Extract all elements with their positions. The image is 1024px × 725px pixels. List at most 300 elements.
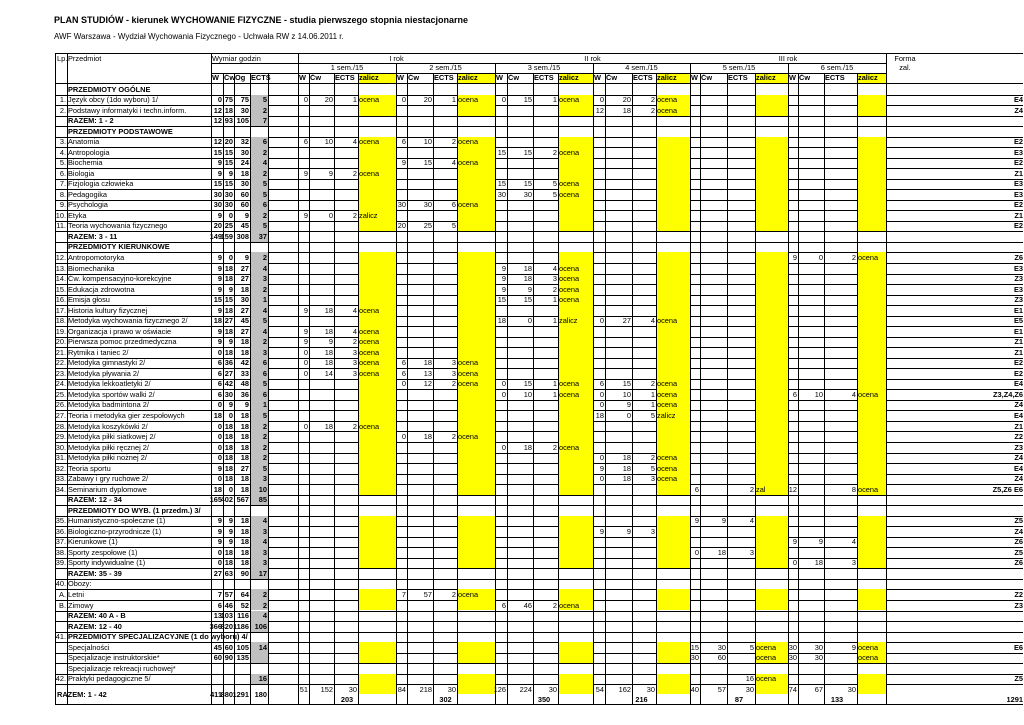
row-lp: 10. [55,210,66,220]
zal-column-bg [558,252,593,263]
row-lp: 21. [55,347,66,357]
row-semester-value: 3 [451,368,456,378]
row-lp: 7. [59,179,66,189]
final-semester-value: 67 [814,684,823,694]
row-hours: 18 [224,263,233,273]
row-name: Humanistyczno-społeczne (1) [68,516,166,526]
row-semester-value: 5 [451,221,456,231]
row-lp [56,568,67,579]
row-semester-value: 4 [451,158,456,168]
row-hours [223,674,234,685]
row-hours: 5 [250,379,268,390]
header-wymiar-sub: ECTS [251,73,271,83]
row-semester-value: 6 [451,200,456,210]
zal-column-bg [558,368,593,379]
row-hours: 135 [236,653,249,663]
zal-column-bg [457,347,495,358]
row-semester-value: ocena [656,453,690,464]
zal-column-bg [457,600,495,611]
final-semester-value: 40 [690,684,699,694]
row-hours: 2 [250,600,268,611]
row-lp: 33. [55,474,66,484]
row-forma: Z3 [1014,274,1023,284]
row-forma: E2 [1013,158,1023,168]
row-semester-value: 0 [303,347,308,357]
row-semester-value: 6 [401,368,406,378]
final-semester-value: 152 [320,684,333,694]
zal-column-bg [656,431,690,442]
row-hours: 6 [217,379,222,389]
zal-column-bg [558,305,593,316]
zal-column-bg [857,516,886,527]
row-hours: 18 [213,316,222,326]
header-semester-sub: Ćw [701,73,713,83]
zal-column-bg [656,137,690,148]
zal-column-bg [558,431,593,442]
header-semester-sub: W [594,73,601,83]
zal-column-bg [656,537,690,548]
row-hours: 18 [224,421,233,431]
row-hours [211,674,223,685]
row-semester-value: 20 [622,95,631,105]
row-name: Letni [68,589,85,599]
zal-column-bg [656,200,690,211]
row-hours: 9 [217,537,222,547]
row-semester-value: 4 [352,305,357,315]
row-semester-value: 18 [523,442,532,452]
row-name: Metodyka badmintona 2/ [68,400,149,410]
row-hours: 105 [236,642,249,652]
header-semester-sub: ECTS [335,73,355,83]
row-semester-value: 18 [622,453,631,463]
row-semester-value: 10 [324,137,333,147]
row-hours: 30 [213,200,222,210]
row-semester-value: 30 [814,653,823,663]
row-lp: B. [59,600,66,610]
row-hours: 18 [213,484,222,494]
zal-column-bg [457,442,495,453]
zal-column-bg [755,337,788,348]
zal-column-bg [857,337,886,348]
final-semester-value: 30 [745,684,754,694]
zal-column-bg [656,358,690,369]
row-hours: 0 [217,95,222,105]
row-semester-value: 9 [626,526,631,536]
row-hours: 9 [228,168,233,178]
row-hours: 15 [224,295,233,305]
row-forma: Z2 [1014,589,1023,599]
header-semester-sub: ECTS [728,73,748,83]
grid-line [55,53,56,704]
zal-column-bg [857,105,886,116]
row-semester-value: 15 [497,147,506,157]
header-semester-sub: zalicz [755,73,788,83]
row-semester-value: 6 [792,389,797,399]
zal-column-bg [656,526,690,537]
row-semester-value: ocena [457,379,495,390]
row-hours: 18 [224,305,233,315]
row-semester-value: ocena [358,305,396,316]
row-name: Sporty indywidualne (1) [68,558,146,568]
row-semester-value: ocena [857,653,886,664]
row-semester-value: 4 [352,326,357,336]
row-hours: 30 [240,179,249,189]
row-hours: 18 [224,326,233,336]
zal-column-bg [857,200,886,211]
zal-column-bg [656,347,690,358]
row-forma: Z4 [1014,474,1023,484]
row-lp: 12. [55,253,66,263]
zal-column-bg [358,200,396,211]
row-hours: 4 [250,516,268,527]
row-semester-value: 8 [851,484,856,494]
row-semester-value: 3 [352,368,357,378]
row-semester-value: 0 [303,358,308,368]
row-hours: 10 [250,484,268,495]
row-semester-value: 16 [745,674,754,684]
row-lp: 18. [55,316,66,326]
zal-column-bg [457,410,495,421]
row-semester-value: 5 [552,189,557,199]
grid-line [593,63,594,704]
row-semester-value: 9 [599,526,604,536]
zal-column-bg [457,189,495,200]
row-hours: 48 [240,379,249,389]
final-semester-total: 350 [537,694,551,704]
row-hours: 18 [240,516,249,526]
row-hours: 12 [213,116,222,126]
header-forma: Forma [894,53,916,63]
row-semester-value: ocena [755,674,788,685]
final-semester-value: 126 [493,684,506,694]
row-hours: 45 [240,221,249,231]
zal-column-bg [857,379,886,390]
row-hours: 18 [224,463,233,473]
row-name: Seminarium dyplomowe [68,484,147,494]
row-semester-value: 9 [501,263,506,273]
row-semester-value: 15 [497,295,506,305]
zal-column-bg [457,168,495,179]
header-semester: 5 sem./15 [722,63,756,73]
row-hours: 30 [224,389,233,399]
header-semester: 1 sem./15 [330,63,364,73]
row-hours: 6 [250,389,268,400]
row-hours: 63 [224,568,233,578]
row-semester-value: ocena [857,484,886,495]
grid-line [656,73,657,704]
header-semester: 3 sem./15 [527,63,561,73]
header-wymiar-sub: Ćw [224,73,236,83]
zal-column-bg [358,263,396,274]
row-forma [886,116,1024,127]
row-hours: 3 [250,558,268,569]
row-lp [56,621,67,632]
row-name: PRZEDMIOTY SPECJALIZACYJNE (1 do wyboru) 4/ [68,632,248,642]
row-hours: 9 [217,253,222,263]
row-forma: Z1 [1014,347,1023,357]
row-semester-value: zalicz [558,316,593,327]
row-name: PRZEDMIOTY DO WYB. (1 przedm.) 3/ [68,505,201,515]
row-forma: E2 [1013,221,1023,231]
zal-column-bg [558,400,593,411]
zal-column-bg [358,442,396,453]
row-semester-value: 25 [423,221,432,231]
row-hours: 3 [250,547,268,558]
row-semester-value: 2 [650,379,655,389]
zal-column-bg [755,453,788,464]
row-forma: Z4 [1014,526,1023,536]
zal-column-bg [857,305,886,316]
document-title: PLAN STUDIÓW - kierunek WYCHOWANIE FIZYCZNE - studia pierwszego stopnia niestacjonarne [54,15,469,25]
row-semester-value: ocena [656,463,690,474]
zal-column-bg [755,358,788,369]
grid-line [334,73,335,704]
row-name: Teoria i metodyka gier zespołowych [68,410,185,420]
row-semester-value: 1 [552,316,557,326]
row-hours: 2 [250,284,268,295]
row-semester-value: 0 [501,95,506,105]
zal-column-bg [857,421,886,432]
row-semester-value: 2 [451,432,456,442]
row-name: Etyka [68,210,87,220]
row-lp [56,505,67,516]
row-lp: 19. [55,326,66,336]
row-semester-value: 6 [303,137,308,147]
zal-column-bg [857,526,886,537]
row-semester-value: 0 [501,389,506,399]
row-semester-value: ocena [857,389,886,400]
row-semester-value: 6 [599,379,604,389]
row-name: Rytmika i taniec 2/ [68,347,129,357]
row-name: Metodyka piłki nożnej 2/ [68,453,147,463]
row-hours: 9 [228,337,233,347]
zal-column-bg [857,410,886,421]
row-lp: 15. [55,284,66,294]
row-semester-value: 3 [352,347,357,357]
row-hours: 30 [240,147,249,157]
zal-column-bg [857,558,886,569]
row-hours: 16 [250,674,268,685]
row-hours: 18 [240,347,249,357]
row-semester-value: 2 [851,253,856,263]
zal-column-bg [457,326,495,337]
row-forma: Z1 [1014,421,1023,431]
row-hours: 30 [240,295,249,305]
zal-column-bg [857,474,886,485]
row-lp: 29. [55,432,66,442]
header-semester-sub: W [496,73,503,83]
header-semester-sub: ECTS [825,73,845,83]
row-hours: 5 [250,410,268,421]
row-semester-value: ocena [457,137,495,148]
zal-column-bg [558,558,593,569]
row-lp: 14. [55,274,66,284]
row-name: Metodyka koszykówki 2/ [68,421,148,431]
row-lp [56,116,67,127]
row-semester-value: ocena [857,252,886,263]
header-wymiar-sub: Og [235,73,246,83]
row-hours: 15 [224,179,233,189]
row-lp [56,611,67,622]
row-hours: 0 [217,421,222,431]
zal-column-bg [558,158,593,169]
zal-column-bg [358,453,396,464]
zal-column-bg [857,274,886,285]
row-name: PRZEDMIOTY KIERUNKOWE [68,242,170,252]
zal-column-bg [457,105,495,116]
zal-column-bg [857,358,886,369]
header-semester-sub: W [397,73,404,83]
row-lp: 9. [59,200,66,210]
row-name: Zimowy [68,600,94,610]
row-semester-value: 2 [650,105,655,115]
row-semester-value: 1 [451,95,456,105]
row-forma: Z3 [1014,442,1023,452]
row-hours: 4 [250,158,268,169]
row-lp: 30. [55,442,66,452]
header-wymiar: Wymiar godzin [212,53,261,63]
row-semester-value: ocena [358,337,396,348]
zal-column-bg [558,537,593,548]
total-row-label: RAZEM: 40 A - B [68,611,126,621]
row-semester-value: ocena [558,147,593,158]
zal-column-bg [457,463,495,474]
row-name: Metodyka lekkoatletyki 2/ [68,379,151,389]
row-hours: 4 [250,305,268,316]
final-semester-value: 30 [447,684,456,694]
row-semester-value: 60 [717,653,726,663]
header-semester-sub: Ćw [408,73,420,83]
row-semester-value: ocena [656,474,690,485]
row-semester-value: 1 [552,95,557,105]
row-lp: 1. [59,95,66,105]
row-forma: Z5 [1014,547,1023,557]
zal-column-bg [656,189,690,200]
zal-column-bg [857,137,886,148]
row-hours: 60 [224,642,233,652]
row-hours: 18 [240,410,249,420]
row-semester-value: ocena [457,200,495,211]
zal-column-bg [457,684,495,694]
zal-column-bg [656,158,690,169]
row-hours: 2 [250,168,268,179]
grid-line [886,53,887,704]
row-semester-value: 2 [650,95,655,105]
zal-column-bg [558,653,593,664]
row-forma: Z3 [1014,600,1023,610]
row-semester-value: 27 [622,316,631,326]
row-hours: 2 [250,252,268,263]
row-lp: 32. [55,463,66,473]
row-semester-value: 9 [501,274,506,284]
row-hours: 5 [250,95,268,106]
row-forma: Z4 [1014,400,1023,410]
grid-line [507,73,508,704]
header-semester-sub: ECTS [534,73,554,83]
final-hours: 880 [220,689,233,699]
total-row-label: RAZEM: 12 - 34 [68,495,122,505]
row-semester-value: 5 [650,410,655,420]
row-semester-value: 18 [814,558,823,568]
zal-column-bg [558,221,593,232]
zal-column-bg [457,337,495,348]
row-hours: 9 [244,400,249,410]
row-semester-value: 4 [650,316,655,326]
row-semester-value: 9 [599,463,604,473]
row-semester-value: 9 [527,284,532,294]
row-hours [234,674,250,685]
row-forma [886,653,1024,664]
row-hours: 2 [250,210,268,221]
zal-column-bg [358,252,396,263]
row-semester-value: 1 [552,379,557,389]
row-forma [886,663,1024,674]
row-hours: 9 [217,158,222,168]
row-lp [56,653,67,664]
row-lp: 38. [55,547,66,557]
zal-column-bg [857,368,886,379]
row-semester-value: 30 [523,189,532,199]
row-semester-value: 2 [552,284,557,294]
row-hours: 0 [228,253,233,263]
row-semester-value: ocena [558,295,593,306]
row-forma: E1 [1013,326,1023,336]
grid-line [211,53,212,704]
row-semester-value: 1 [352,95,357,105]
final-semester-value: 74 [788,684,797,694]
zal-column-bg [558,358,593,369]
row-semester-value: 9 [792,253,797,263]
row-name: Antropomotoryka [68,253,125,263]
zal-column-bg [457,558,495,569]
row-semester-value: 10 [622,389,631,399]
zal-column-bg [857,347,886,358]
row-hours: 18 [224,347,233,357]
row-hours: 20 [213,221,222,231]
row-hours: 6 [250,368,268,379]
zal-column-bg [857,442,886,453]
header-semester-sub: ECTS [633,73,653,83]
row-lp [56,231,67,242]
row-semester-value: ocena [656,95,690,106]
final-semester-value: 30 [847,684,856,694]
zal-column-bg [457,147,495,158]
row-lp: 13. [55,263,66,273]
grid-line [788,63,789,704]
row-semester-value: 4 [552,263,557,273]
row-semester-value: 12 [595,105,604,115]
zal-column-bg [558,137,593,148]
row-lp [56,642,67,653]
row-semester-value: 3 [851,558,856,568]
final-grand-total: 1291 [1006,694,1023,704]
row-name: Specjalizacje rekreacji ruchowej* [68,663,176,673]
row-semester-value: 18 [717,547,726,557]
row-hours: 2 [250,421,268,432]
row-hours: 3 [250,474,268,485]
header-year: I rok [389,53,404,63]
row-hours: 6 [217,358,222,368]
row-hours: 30 [240,105,249,115]
row-hours: 2 [250,147,268,158]
row-hours: 0 [217,442,222,452]
grid-line [396,63,397,704]
row-name: Metodyka wychowania fizycznego 2/ [68,316,188,326]
row-lp: 26. [55,400,66,410]
row-semester-value: 4 [352,137,357,147]
row-hours: 18 [240,432,249,442]
zal-column-bg [358,410,396,421]
